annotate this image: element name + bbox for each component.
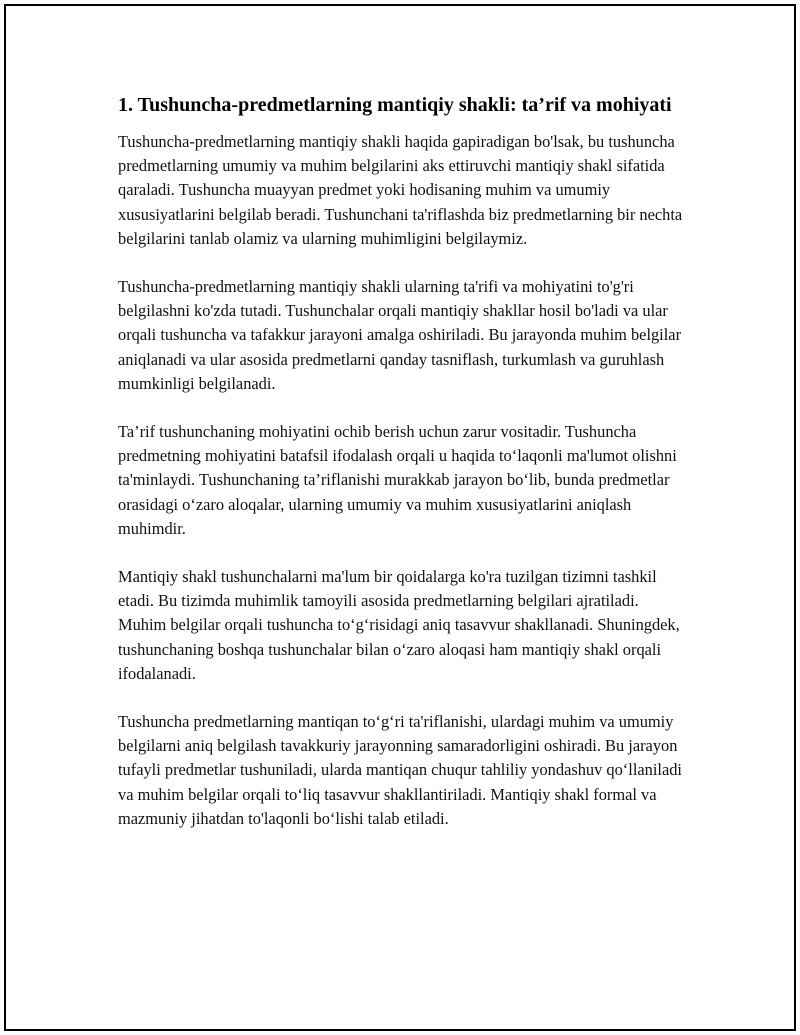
paragraph-5: Tushuncha predmetlarning mantiqan to‘g‘ri ta'riflanishi, ulardagi muhim va umumiy belgilarni aniq belgilash tavakkuriy jarayonning samaradorligini oshiradi. Bu jarayon tufayli predmetlar tushuniladi, ularda mantiqan chuqur tahliliy yondashuv qo‘llaniladi va muhim belgilar orqali to‘liq tasavvur shakllantiriladi. Mantiqiy shakl formal va mazmuniy jihatdan to'laqonli bo‘lishi talab etiladi.: [118, 712, 682, 828]
section-heading: 1. Tushuncha-predmetlarning mantiqiy shakli: ta’rif va mohiyati: [118, 94, 672, 116]
document-body: [118, 92, 688, 855]
paragraph-2: Tushuncha-predmetlarning mantiqiy shakli ularning ta'rifi va mohiyatini to'g'ri belgilashni ko'zda tutadi. Tushunchalar orqali mantiqiy shakllar hosil bo'ladi va ular orqali tushuncha va tafakkur jarayoni amalga oshiriladi. Bu jarayonda muhim belgilar aniqlanadi va ular asosida predmetlarni qanday tasniflash, turkumlash va guruhlash mumkinligi belgilanadi.: [118, 277, 682, 393]
paragraph-1: Tushuncha-predmetlarning mantiqiy shakli haqida gapiradigan bo'lsak, bu tushuncha predmetlarning umumiy va muhim belgilarini aks ettiruvchi mantiqiy shakl sifatida qaraladi. Tushuncha muayyan predmet yoki hodisaning muhim va umumiy xususiyatlarini belgilab beradi. Tushunchani ta'riflashda biz predmetlarning bir nechta belgilarini tanlab olamiz va ularning muhimligini belgilaymiz.: [118, 132, 683, 248]
paragraph-4: Mantiqiy shakl tushunchalarni ma'lum bir qoidalarga ko'ra tuzilgan tizimni tashkil etadi. Bu tizimda muhimlik tamoyili asosida predmetlarning belgilari ajratiladi. Muhim belgilar orqali tushuncha to‘g‘risidagi aniq tasavvur shakllanadi. Shuningdek, tushunchaning boshqa tushunchalar bilan o‘zaro aloqasi ham mantiqiy shakl orqali ifodalanadi.: [118, 567, 680, 683]
paragraph-3: Ta’rif tushunchaning mohiyatini ochib berish uchun zarur vositadir. Tushuncha predmetning mohiyatini batafsil ifodalash orqali u haqida to‘laqonli ma'lumot olishni ta'minlaydi. Tushunchaning ta’riflanishi murakkab jarayon bo‘lib, bunda predmetlar orasidagi o‘zaro aloqalar, ularning umumiy va muhim xususiyatlarini aniqlash muhimdir.: [118, 422, 677, 538]
